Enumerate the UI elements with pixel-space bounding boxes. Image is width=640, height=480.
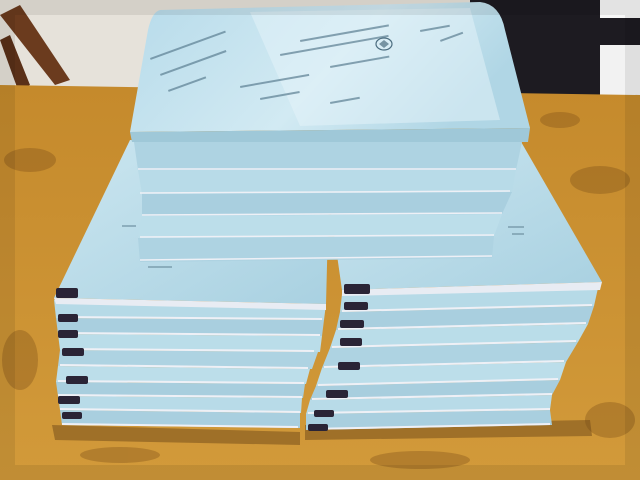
center-stack-books	[134, 142, 522, 262]
center-stack	[130, 2, 530, 262]
